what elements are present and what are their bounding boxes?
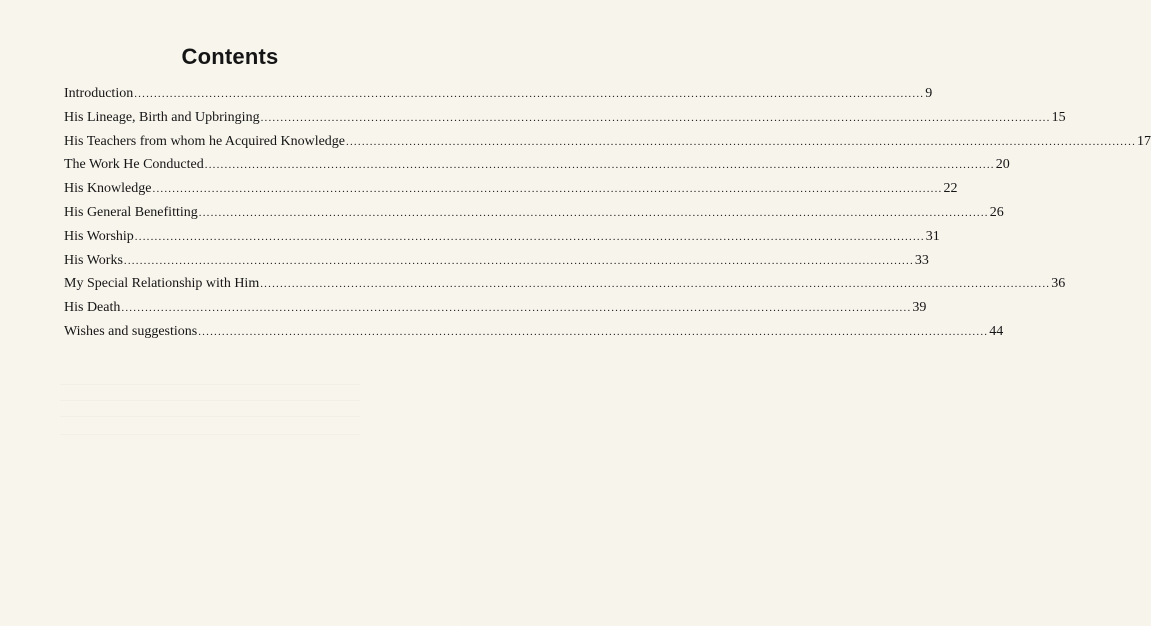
toc-entry[interactable] [64, 227, 940, 251]
toc-entry-page-number: 44 [989, 323, 1004, 339]
toc-entry-title: The Work He Conducted [64, 157, 204, 173]
toc-entry-page-number: 26 [989, 204, 1004, 220]
dot-leader: ........................................................................................................................................................................................................ [346, 135, 1137, 148]
toc-entry-page-number: 36 [1051, 276, 1066, 292]
toc-entry[interactable] [64, 203, 1004, 227]
toc-entry[interactable] [64, 298, 927, 322]
dot-leader: ........................................................................................................................................................................................................ [260, 278, 1051, 291]
bleed-through-line [60, 434, 360, 435]
dot-leader: ........................................................................................................................................................................................................ [198, 325, 989, 338]
toc-entry[interactable] [64, 155, 1010, 179]
dot-leader: ........................................................................................................................................................................................................ [260, 111, 1051, 124]
dot-leader: ........................................................................................................................................................................................................ [198, 206, 989, 219]
toc-entry-title: My Special Relationship with Him [64, 276, 260, 292]
toc-entry-page-number: 15 [1051, 109, 1066, 125]
toc-entry[interactable] [64, 84, 933, 108]
toc-entry-title: Introduction [64, 86, 134, 101]
bleed-through-line [60, 384, 360, 385]
contents-heading: Contents [181, 44, 279, 69]
toc-entry[interactable] [64, 274, 1066, 298]
bleed-through-line [60, 416, 360, 417]
toc-entry-page-number: 31 [925, 228, 940, 244]
dot-leader: ........................................................................................................................................................................................................ [134, 88, 925, 100]
toc-entry-title: His Lineage, Birth and Upbringing [64, 109, 260, 125]
dot-leader: ........................................................................................................................................................................................................ [152, 183, 943, 196]
toc-entry-page-number: 20 [995, 157, 1010, 173]
toc-entry-title: Wishes and suggestions [64, 323, 198, 339]
toc-entry-page-number: 39 [912, 300, 927, 316]
toc-entry-page-number: 9 [925, 86, 933, 101]
toc-entry[interactable] [64, 251, 929, 275]
dot-leader: ........................................................................................................................................................................................................ [121, 302, 912, 315]
table-of-contents [64, 84, 1151, 346]
toc-entry-title: His Teachers from whom he Acquired Knowledge [64, 133, 346, 149]
toc-entry[interactable] [64, 322, 1004, 346]
dot-leader: ........................................................................................................................................................................................................ [123, 254, 914, 267]
dot-leader: ........................................................................................................................................................................................................ [134, 230, 925, 243]
toc-entry-title: His Knowledge [64, 181, 152, 197]
toc-entry[interactable] [64, 132, 1151, 156]
toc-entry-title: His Works [64, 252, 123, 268]
toc-entry[interactable] [64, 108, 1066, 132]
toc-entry-page-number: 22 [943, 181, 958, 197]
toc-entry-title: His General Benefitting [64, 204, 198, 220]
toc-entry-title: His Worship [64, 228, 134, 244]
bleed-through-line [60, 400, 360, 401]
toc-entry-title: His Death [64, 300, 121, 316]
toc-entry-page-number: 17 [1137, 133, 1151, 149]
dot-leader: ........................................................................................................................................................................................................ [204, 159, 995, 172]
toc-entry-page-number: 33 [914, 252, 929, 268]
toc-entry[interactable] [64, 179, 958, 203]
